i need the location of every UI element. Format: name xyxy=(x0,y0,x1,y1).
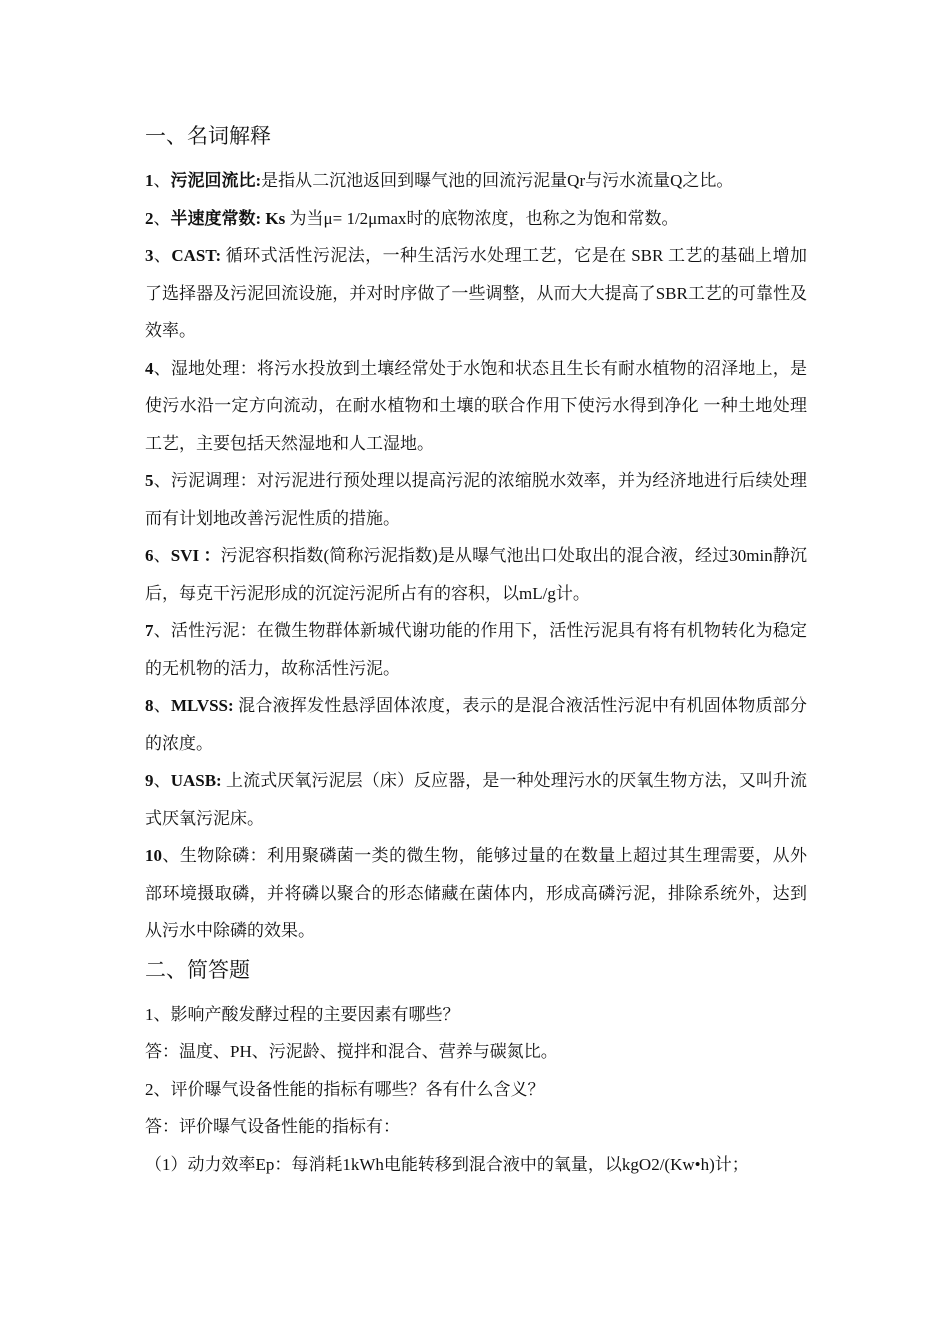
term-definition: 上流式厌氧污泥层（床）反应器，是一种处理污水的厌氧生物方法，又叫升流式厌氧污泥床。 xyxy=(145,771,808,828)
item-separator: 、 xyxy=(153,546,171,565)
document-content xyxy=(145,118,807,1183)
item-number: 6 xyxy=(145,546,154,565)
term-definition: 混合液挥发性悬浮固体浓度，表示的是混合液活性污泥中有机固体物质部分的浓度。 xyxy=(145,696,808,753)
item-separator: 、 xyxy=(153,471,171,490)
definition-item-7 xyxy=(145,612,807,687)
term-name: 半速度常数: Ks xyxy=(170,208,286,228)
term-definition: 为当μ= 1/2μmax时的底物浓度，也称之为饱和常数。 xyxy=(285,208,679,228)
definition-item-9 xyxy=(145,762,807,837)
definition-list xyxy=(145,162,807,950)
term-definition: 循环式活性污泥法，一种生活污水处理工艺，它是在 SBR 工艺的基础上增加了选择器及污泥回流设施，并对时序做了一些调整，从而大大提高了SBR工艺的可靠性及效率。 xyxy=(145,246,808,340)
section-heading-definitions: 一、名词解释 xyxy=(145,124,271,148)
item-number: 5 xyxy=(145,471,154,490)
item-number: 7 xyxy=(145,621,154,640)
definition-item-8 xyxy=(145,687,807,762)
section-heading-short-answer: 二、简答题 xyxy=(145,957,250,982)
definition-item-2 xyxy=(145,200,807,238)
item-separator: 、 xyxy=(153,621,171,640)
item-number: 4 xyxy=(145,358,154,378)
item-separator: 、 xyxy=(153,246,172,265)
item-separator: 、 xyxy=(153,208,171,228)
item-number: 3 xyxy=(145,246,154,265)
definition-item-1 xyxy=(145,162,807,200)
term-name: MLVSS: xyxy=(171,696,234,715)
term-name: SVI ： xyxy=(170,546,221,565)
term-name: 污泥回流比: xyxy=(170,171,262,190)
item-number: 8 xyxy=(145,696,154,715)
answer-2-intro: 答：评价曝气设备性能的指标有： xyxy=(145,1117,400,1136)
short-answer-list xyxy=(145,996,807,1184)
answer-2-point-1: （1）动力效率Ep：每消耗1kWh电能转移到混合液中的氧量，以kgO2/(Kw•h)计； xyxy=(145,1154,749,1174)
definition-item-10 xyxy=(145,837,807,950)
definition-item-4 xyxy=(145,350,807,463)
item-separator: 、 xyxy=(153,171,171,190)
item-separator: 、 xyxy=(153,771,171,790)
term-name: CAST: xyxy=(171,246,222,265)
definition-item-5 xyxy=(145,462,807,537)
item-number: 9 xyxy=(145,771,154,790)
answer-1: 答：温度、PH、污泥龄、搅拌和混合、营养与碳氮比。 xyxy=(145,1042,558,1061)
term-definition: 污泥容积指数(简称污泥指数)是从曝气池出口处取出的混合液，经过30min静沉后，每克干污泥形成的沉淀污泥所占有的容积，以mL/g计。 xyxy=(145,546,807,603)
term-definition: 活性污泥：在微生物群体新城代谢功能的作用下，活性污泥具有将有机物转化为稳定的无机物的活力，故称活性污泥。 xyxy=(145,621,808,678)
term-definition: 湿地处理：将污水投放到土壤经常处于水饱和状态且生长有耐水植物的沼泽地上，是使污水沿一定方向流动，在耐水植物和土壤的联合作用下使污水得到净化 一种土地处理工艺，主要包括天然湿地和人工湿地。 xyxy=(145,358,808,453)
term-definition: 生物除磷：利用聚磷菌一类的微生物，能够过量的在数量上超过其生理需要，从外部环境摄取磷，并将磷以聚合的形态储藏在菌体内，形成高磷污泥，排除系统外，达到从污水中除磷的效果。 xyxy=(145,846,808,940)
term-definition: 污泥调理：对污泥进行预处理以提高污泥的浓缩脱水效率，并为经济地进行后续处理而有计划地改善污泥性质的措施。 xyxy=(145,471,808,528)
item-number: 10 xyxy=(145,846,162,865)
question-1: 1、影响产酸发酵过程的主要因素有哪些？ xyxy=(145,1004,460,1024)
item-number: 2 xyxy=(145,208,154,228)
definition-item-3 xyxy=(145,237,807,350)
definition-item-6 xyxy=(145,537,807,612)
term-name: UASB: xyxy=(170,771,222,790)
item-separator: 、 xyxy=(153,358,171,378)
question-2: 2、评价曝气设备性能的指标有哪些？各有什么含义？ xyxy=(145,1079,545,1099)
item-separator: 、 xyxy=(153,696,171,715)
item-separator: 、 xyxy=(162,846,180,865)
item-number: 1 xyxy=(145,171,154,190)
term-definition: 是指从二沉池返回到曝气池的回流污泥量Qr与污水流量Q之比。 xyxy=(261,171,734,190)
